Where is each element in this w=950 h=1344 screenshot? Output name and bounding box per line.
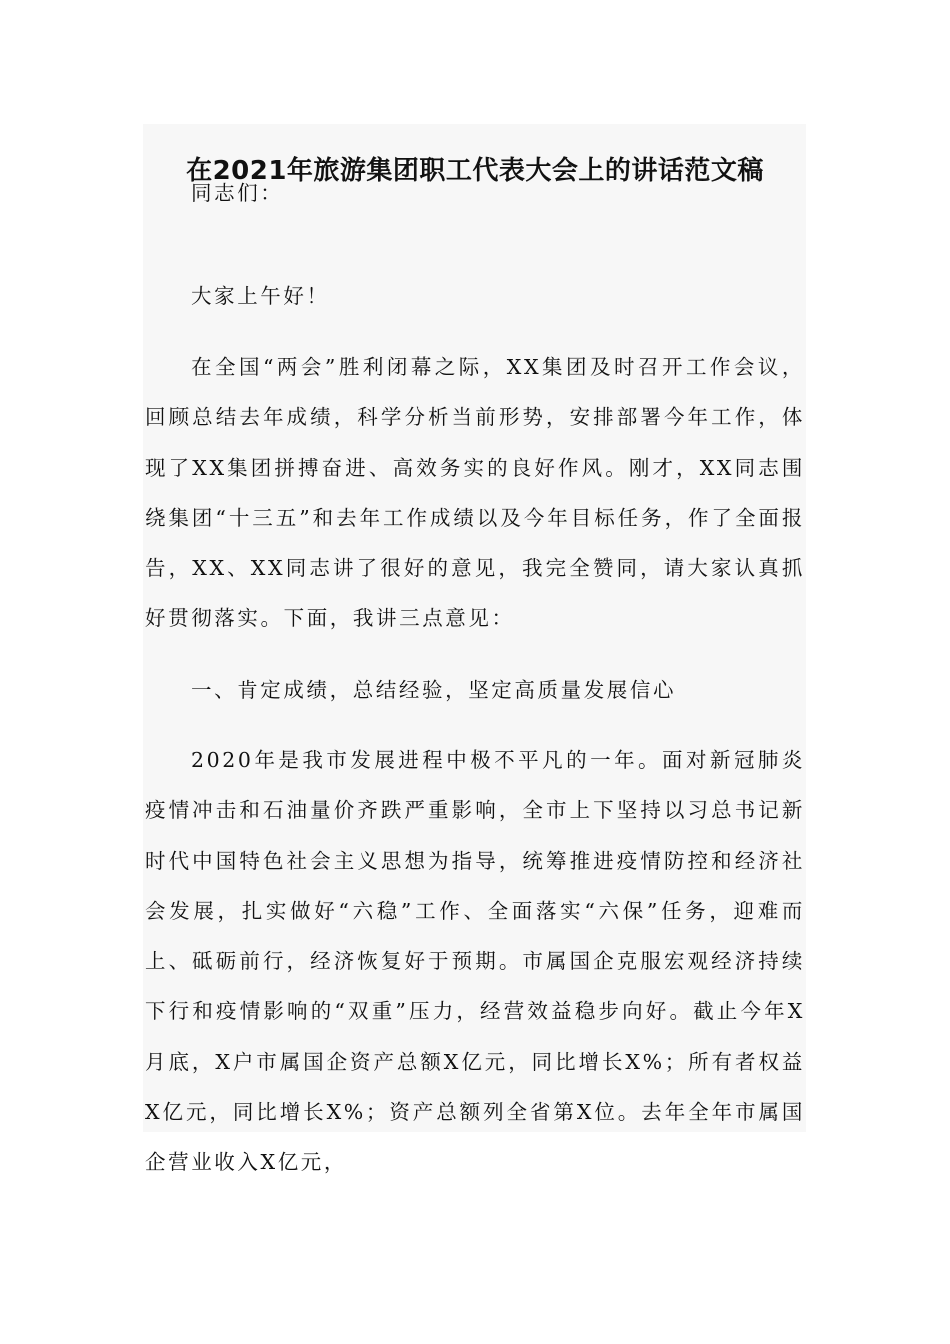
- hello-paragraph: 大家上午好！: [191, 284, 330, 308]
- document-title: 在2021年旅游集团职工代表大会上的讲话范文稿: [186, 156, 764, 187]
- section-heading-one: 一、肯定成绩，总结经验，坚定高质量发展信心: [191, 678, 677, 702]
- greeting-paragraph: 同志们：: [191, 181, 284, 205]
- body-paragraph-2020: 2020年是我市发展进程中极不平凡的一年。面对新冠肺炎疫情冲击和石油量价齐跌严重影响，全市上下坚持以习总书记新时代中国特色社会主义思想为指导，统筹推进疫情防控和经济社会发展，扎实做好“六稳”工作、全面落实“六保”任务，迎难而上、砥砺前行，经济恢复好于预期。市属国企克服宏观经济持续下行和疫情影响的“双重”压力，经营效益稳步向好。截止今年X月底，X户市属国企资产总额X亿元，同比增长X%；所有者权益X亿元，同比增长X%；资产总额列全省第X位。去年全年市属国企营业收入X亿元，: [145, 748, 805, 1175]
- intro-paragraph: 在全国“两会”胜利闭幕之际，XX集团及时召开工作会议，回顾总结去年成绩，科学分析当前形势，安排部署今年工作，体现了XX集团拼搏奋进、高效务实的良好作风。刚才，XX同志围绕集团“十三五”和去年工作成绩以及今年目标任务，作了全面报告，XX、XX同志讲了很好的意见，我完全赞同，请大家认真抓好贯彻落实。下面，我讲三点意见：: [145, 355, 805, 631]
